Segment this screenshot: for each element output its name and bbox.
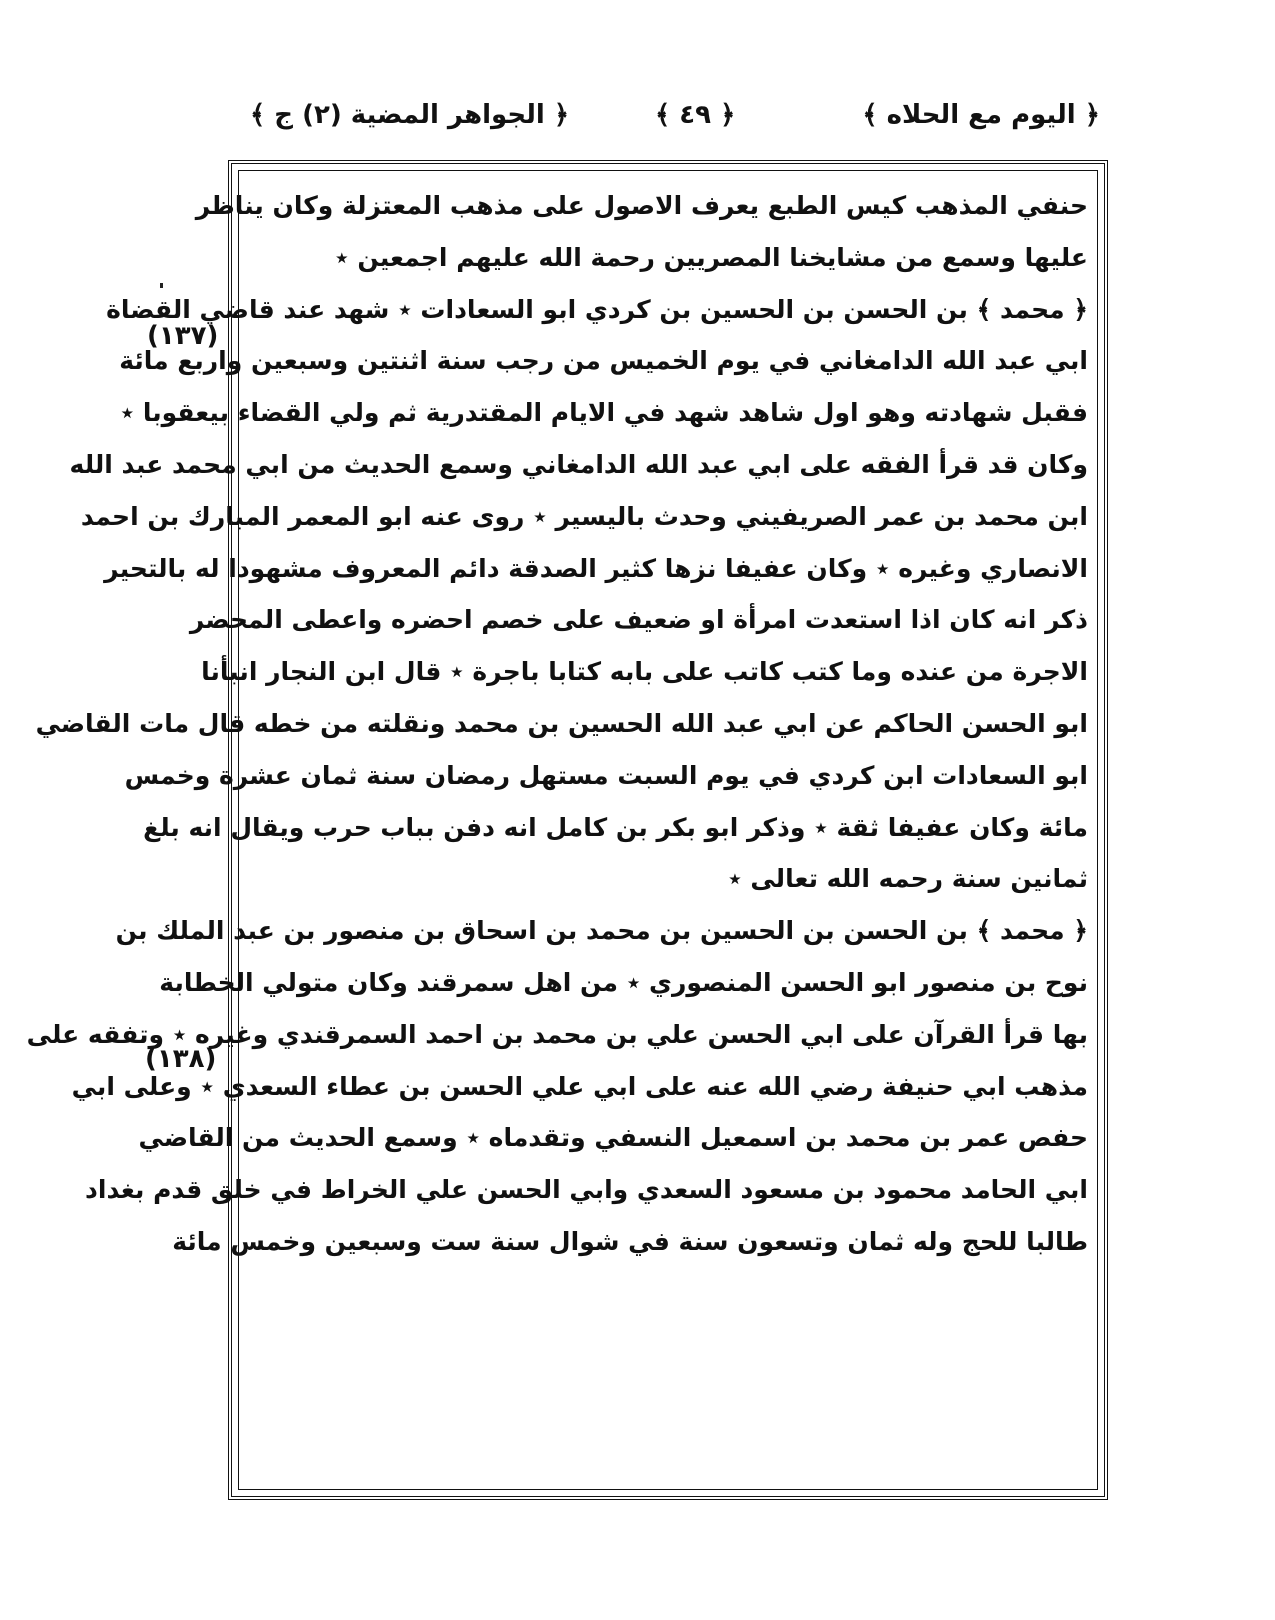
text-line: حفص عمر بن محمد بن اسمعيل النسفي وتقدماه ٭ وسمع الحديث من القاضي	[138, 1123, 1088, 1153]
running-header	[250, 96, 1100, 152]
text-line: نوح بن منصور ابو الحسن المنصوري ٭ من اهل سمرقند وكان متولي الخطابة	[159, 967, 1088, 997]
text-line: مذهب ابي حنيفة رضي الله عنه على ابي علي الحسن بن عطاء السعدي ٭ وعلى ابي	[71, 1071, 1088, 1101]
entry-heading-line: ﴿ محمد ﴾ بن الحسن بن الحسين بن كردي ابو السعادات ٭ شهد عند قاضي القضاة	[106, 294, 1088, 324]
text-line: الاجرة من عنده وما كتب كاتب على بابه كتابا باجرة ٭ قال ابن النجار انبأنا	[201, 657, 1088, 687]
text-line: ابو الحسن الحاكم عن ابي عبد الله الحسين بن محمد ونقلته من خطه قال مات القاضي	[35, 708, 1088, 738]
text-line: وكان قد قرأ الفقه على ابي عبد الله الدامغاني وسمع الحديث من ابي محمد عبد الله	[69, 449, 1088, 479]
text-line: حنفي المذهب كيس الطبع يعرف الاصول على مذهب المعتزلة وكان يناظر	[195, 191, 1088, 220]
text-line: ابي الحامد محمود بن مسعود السعدي وابي الحسن علي الخراط في خلق قدم بغداد	[85, 1175, 1088, 1205]
text-line: ذكر انه كان اذا استعدت امرأة او ضعيف على خصم احضره واعطى المحضر	[189, 605, 1088, 635]
header-right-title: ﴿ اليوم مع الحلاه ﴾	[862, 100, 1100, 130]
text-line: ثمانين سنة رحمه الله تعالى ٭	[728, 864, 1088, 894]
entry-number-138: (١٣٨)	[145, 1044, 217, 1074]
text-line: ابو السعادات ابن كردي في يوم السبت مستهل رمضان سنة ثمان عشرة وخمس	[124, 760, 1088, 790]
text-line: عليها وسمع من مشايخنا المصريين رحمة الله عليهم اجمعين ٭	[335, 242, 1088, 272]
header-left-title: ﴿ الجواهر المضية (٢) ج ﴾	[250, 100, 570, 130]
entry-heading-line: ﴿ محمد ﴾ بن الحسن بن الحسين بن محمد بن اسحاق بن منصور بن عبد الملك بن	[115, 916, 1088, 946]
text-line: ابن محمد بن عمر الصريفيني وحدث باليسير ٭ روى عنه ابو المعمر المبارك بن احمد	[80, 501, 1088, 531]
text-line: فقبل شهادته وهو اول شاهد شهد في الايام المقتدرية ثم ولي القضاء بيعقوبا ٭	[120, 398, 1088, 428]
text-line: ابي عبد الله الدامغاني في يوم الخميس من رجب سنة اثنتين وسبعين واربع مائة	[119, 346, 1088, 376]
page-number: ﴿ ٤٩ ﴾	[655, 100, 736, 130]
text-line: طالبا للحج وله ثمان وتسعون سنة في شوال سنة ست وسبعين وخمس مائة	[172, 1226, 1088, 1256]
text-line: مائة وكان عفيفا ثقة ٭ وذكر ابو بكر بن كامل انه دفن بباب حرب ويقال انه بلغ	[143, 812, 1088, 842]
text-line: الانصاري وغيره ٭ وكان عفيفا نزها كثير الصدقة دائم المعروف مشهودا له بالتحير	[104, 553, 1088, 583]
entry-number-137: (١٣٧)	[147, 321, 219, 351]
text-line: بها قرأ القرآن على ابي الحسن علي بن محمد بن احمد السمرقندي وغيره ٭ وتفقه على	[26, 1019, 1088, 1049]
